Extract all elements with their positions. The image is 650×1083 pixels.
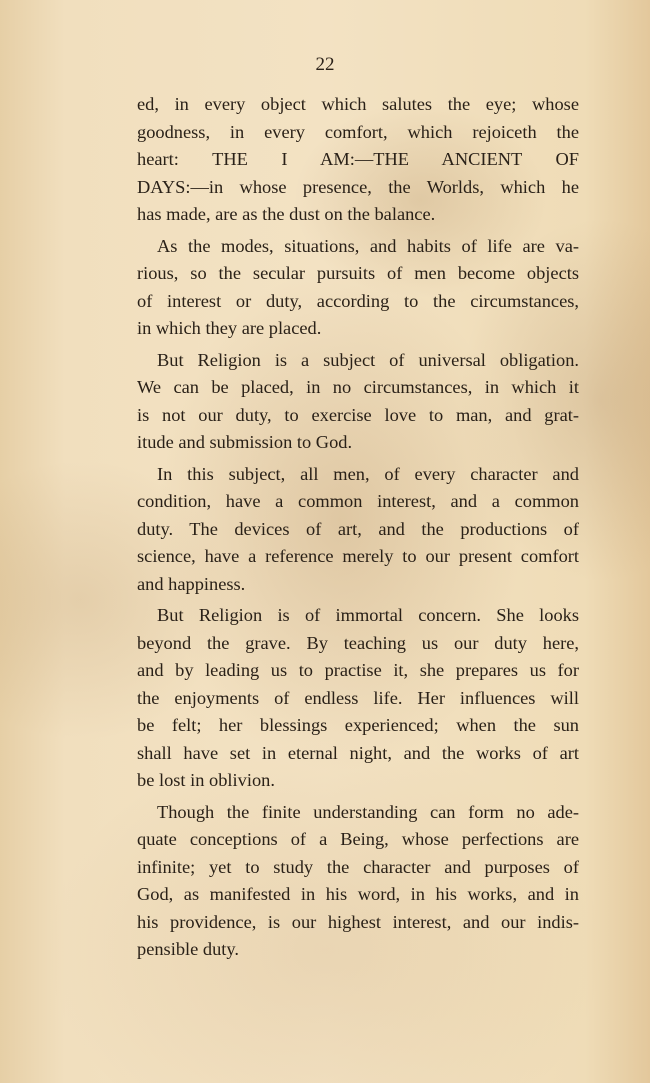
text-line: in which they are placed.	[137, 318, 322, 338]
text-line: his providence, is our highest interest, and our indis-	[137, 911, 579, 932]
text-line: quate conceptions of a Being, whose perfections are	[137, 829, 579, 849]
text-line: itude and submission to God.	[137, 432, 353, 452]
text-line: infinite; yet to study the character and purposes of	[137, 856, 579, 877]
text-line: DAYS:—in whose presence, the Worlds, which he	[137, 176, 579, 197]
text-line: and happiness.	[137, 573, 246, 594]
text-line: be felt; her blessings experienced; when the sun	[137, 715, 579, 735]
page-number: 22	[315, 54, 335, 75]
text-line: But Religion is of immortal concern. She looks	[157, 605, 579, 625]
text-line: and by leading us to practise it, she prepares us for	[137, 660, 579, 680]
text-line: Though the finite understanding can form no ade-	[157, 801, 579, 822]
text-line: ed, in every object which salutes the eye; whose	[137, 94, 579, 114]
text-line: of interest or duty, according to the circumstances,	[137, 290, 579, 311]
text-line: condition, have a common interest, and a common	[137, 491, 579, 511]
text-line: pensible duty.	[137, 939, 239, 959]
text-line: the enjoyments of endless life. Her influences will	[137, 687, 579, 708]
text-line: be lost in oblivion.	[137, 770, 275, 790]
text-line: We can be placed, in no circumstances, in which it	[137, 377, 579, 397]
text-line: God, as manifested in his word, in his works, and in	[137, 884, 579, 904]
text-line: has made, are as the dust on the balance.	[137, 204, 436, 224]
text-line: As the modes, situations, and habits of life are va-	[157, 235, 579, 256]
text-line: shall have set in eternal night, and the works of art	[137, 742, 579, 763]
text-line: duty. The devices of art, and the productions of	[137, 518, 579, 539]
text-line: is not our duty, to exercise love to man, and grat-	[137, 404, 579, 425]
text-line: beyond the grave. By teaching us our duty here,	[137, 632, 579, 653]
text-line: But Religion is a subject of universal obligation.	[157, 349, 579, 370]
body-text	[137, 91, 579, 964]
text-line: science, have a reference merely to our present comfort	[137, 546, 579, 566]
text-line: rious, so the secular pursuits of men become objects	[137, 263, 579, 283]
text-line: goodness, in every comfort, which rejoiceth the	[137, 121, 579, 142]
text-line: heart: THE I AM:—THE ANCIENT OF	[137, 149, 579, 169]
text-line: In this subject, all men, of every character and	[157, 463, 579, 484]
